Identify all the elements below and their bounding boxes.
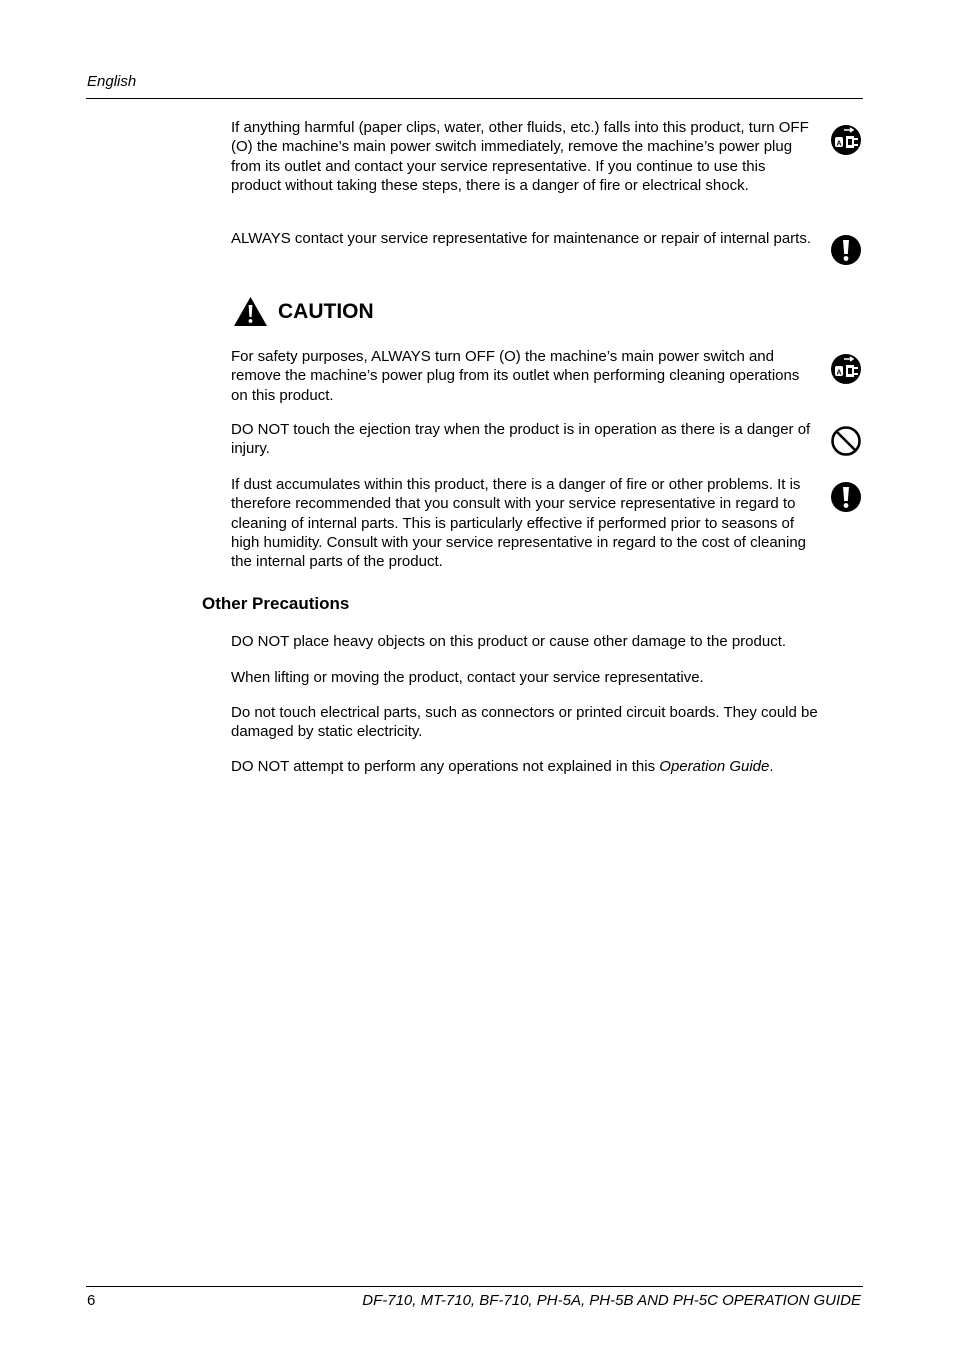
warning-triangle-icon xyxy=(233,296,268,327)
precaution-lifting-text: When lifting or moving the product, contact your service representative. xyxy=(231,669,704,686)
svg-text:A: A xyxy=(836,369,842,377)
other-precautions-title: Other Precautions xyxy=(202,594,350,613)
page-number: 6 xyxy=(87,1292,96,1309)
caution-heading xyxy=(233,296,374,327)
warning-fluids-text: If anything harmful (paper clips, water, other fluids, etc.) falls into this product, turn OFF (O) the machine’s main power switch immediately, remove the machine’s power plug from its outlet and contact your service representative. If you continue to use this product without taking these steps, there is a danger of fire or electrical shock. xyxy=(231,119,809,194)
mandatory-action-icon xyxy=(830,234,862,266)
unplug-icon xyxy=(830,124,862,156)
caution-cleaning-text: For safety purposes, ALWAYS turn OFF (O) the machine’s main power switch and remove the machine’s power plug from its outlet when performing cleaning operations on this product. xyxy=(231,348,800,404)
footer-guide-title: DF-710, MT-710, BF-710, PH-5A, PH-5B AND PH-5C OPERATION GUIDE xyxy=(362,1292,861,1309)
footer-rule xyxy=(86,1286,863,1287)
precaution-electrical-parts-text: Do not touch electrical parts, such as connectors or printed circuit boards. They could be damaged by static electricity. xyxy=(231,704,818,741)
header-rule xyxy=(86,98,863,99)
prohibited-icon xyxy=(830,425,862,457)
precaution-heavy-objects-text: DO NOT place heavy objects on this product or cause other damage to the product. xyxy=(231,633,787,650)
caution-dust-text: If dust accumulates within this product, there is a danger of fire or other problems. It is therefore recommended that you consult with your service representative in regard to cleaning of internal parts. This is particularly effective if performed prior to seasons of high humidity. Consult with your service representative in regard to the cost of cleaning the internal parts of the product. xyxy=(231,476,807,571)
caution-ejection-tray-text: DO NOT touch the ejection tray when the product is in operation as there is a danger of injury. xyxy=(231,421,811,458)
mandatory-action-icon xyxy=(830,481,862,513)
precaution-operations-text-before: DO NOT attempt to perform any operations not explained in this xyxy=(231,758,660,775)
warning-service-text: ALWAYS contact your service representative for maintenance or repair of internal parts. xyxy=(231,230,811,247)
page-header-language: English xyxy=(87,73,137,90)
svg-text:A: A xyxy=(836,140,842,148)
precaution-operations-text-after: . xyxy=(769,758,774,775)
caution-title: CAUTION xyxy=(278,299,374,323)
operation-guide-reference: Operation Guide xyxy=(659,758,770,775)
precaution-operations-text xyxy=(231,757,863,776)
unplug-icon xyxy=(830,353,862,385)
